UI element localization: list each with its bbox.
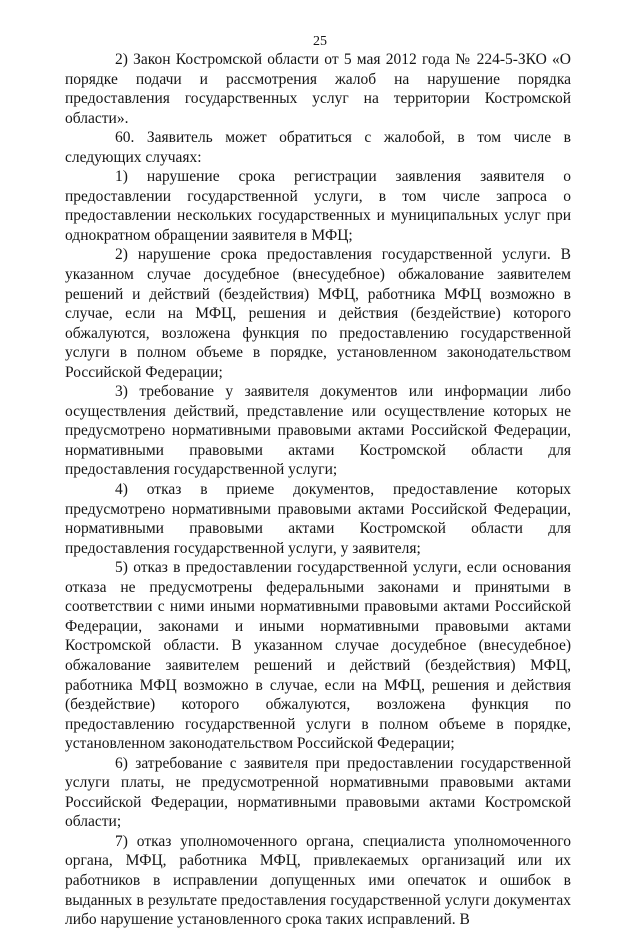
paragraph-law-reference: 2) Закон Костромской области от 5 мая 2012 года № 224-5-ЗКО «О порядке подачи и рассмотрения жалоб на нарушение порядка предоставления государственных услуг на территории Костромской области». xyxy=(65,51,571,127)
page-number: 25 xyxy=(313,34,327,49)
list-item-6: 6) затребование с заявителя при предоставлении государственной услуги платы, не предусмотренной нормативными правовыми актами Российской Федерации, нормативными правовыми актами Костромской области; xyxy=(65,754,571,831)
list-item-3: 3) требование у заявителя документов или информации либо осуществления действий, представление или осуществление которых не предусмотрено нормативными правовыми актами Российской Федерации, нормативными правовыми актами Костромской области для предоставления государственной услуги; xyxy=(65,383,571,479)
paragraph-60-intro: 60. Заявитель может обратиться с жалобой, в том числе в следующих случаях: xyxy=(65,129,571,166)
list-item-5: 5) отказ в предоставлении государственной услуги, если основания отказа не предусмотрены федеральными законами и принятыми в соответствии с ними иными нормативными правовыми актами Российской Федерации, законами и иными нормативными правовыми актами Костромской области. В указанном случае досудебное (внесудебное) обжалование заявителем решений и действий (бездействия) МФЦ, работника МФЦ возможно в случае, если на МФЦ, решения и действия (бездействие) которого обжалуются, возложена функция по предоставлению государственной услуги в полном объеме в порядке, установленном законодательством Российской Федерации; xyxy=(65,559,571,753)
document-body xyxy=(65,50,571,930)
list-item-7: 7) отказ уполномоченного органа, специалиста уполномоченного органа, МФЦ, работника МФЦ, привлекаемых организаций или их работников в исправлении допущенных ими опечаток и ошибок в выданных в результате предоставления государственной услуги документах либо нарушение установленного срока таких исправлений. В xyxy=(65,832,571,929)
list-item-4: 4) отказ в приеме документов, предоставление которых предусмотрено нормативными правовыми актами Российской Федерации, нормативными правовыми актами Костромской области для предоставления государственной услуги, у заявителя; xyxy=(65,481,571,557)
list-item-1: 1) нарушение срока регистрации заявления заявителя о предоставлении государственной услуги, в том числе запроса о предоставлении нескольких государственных и муниципальных услуг при однократном обращении заявителя в МФЦ; xyxy=(65,168,571,244)
list-item-2: 2) нарушение срока предоставления государственной услуги. В указанном случае досудебное (внесудебное) обжалование заявителем решений и действий (бездействия) МФЦ, работника МФЦ возможно в случае, если на МФЦ, решения и действия (бездействие) которого обжалуются, возложена функция по предоставлению государственной услуги в полном объеме в порядке, установленном законодательством Российской Федерации; xyxy=(65,246,571,381)
